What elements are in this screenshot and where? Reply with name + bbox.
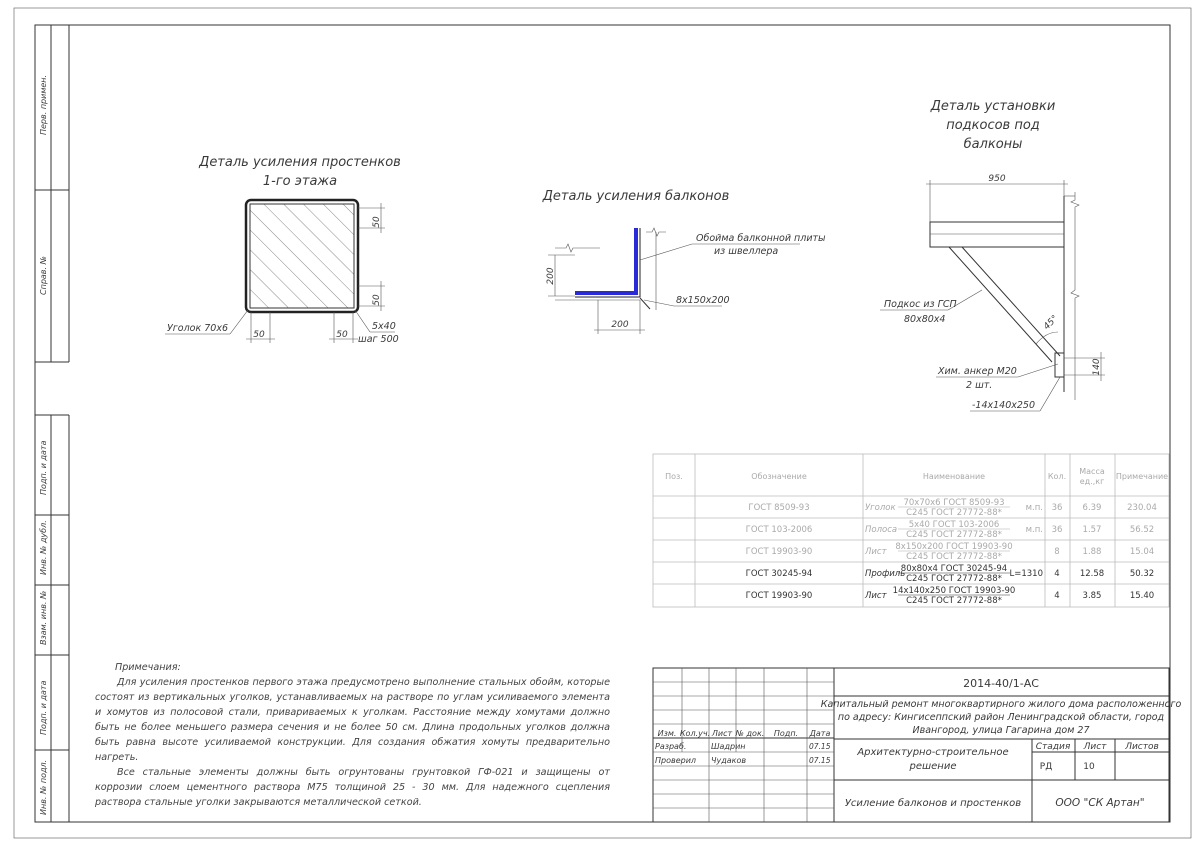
- callout-channel-2: из швеллера: [714, 246, 779, 257]
- spec-row: [746, 586, 1154, 606]
- spec-unit: м.п.: [1025, 503, 1043, 513]
- spec-designation: ГОСТ 19903-90: [745, 547, 813, 557]
- detail-brace-title-3: балконы: [963, 137, 1023, 152]
- spec-note: 230.04: [1127, 503, 1157, 513]
- stage-value: РД: [1039, 762, 1053, 772]
- spec-mass: 6.39: [1082, 503, 1102, 513]
- spec-mass: 3.85: [1082, 591, 1102, 601]
- spec-name-top: 5х40 ГОСТ 103-2006: [908, 520, 1000, 530]
- sidebar-perv-primen: Перв. примен.: [39, 74, 48, 135]
- label-brace-2: 80х80х4: [904, 314, 946, 325]
- col-koluch: Кол.уч.: [679, 729, 711, 738]
- dim-50-bottom-right: 50: [336, 330, 348, 340]
- brace-tube: [949, 247, 1052, 362]
- sidebar-inv-dubl: Инв. № дубл.: [39, 520, 48, 575]
- th-mass-1: Масса: [1079, 467, 1105, 476]
- anchor-plate: [1055, 353, 1064, 377]
- label-plate-8x150x200: 8х150х200: [676, 295, 730, 306]
- col-podp: Подп.: [773, 729, 799, 738]
- detail-walls-title-2: 1-го этажа: [262, 174, 338, 189]
- project-line-3: Ивангород, улица Гагарина дом 27: [912, 725, 1090, 736]
- sidebar-vzam-inv: Взам. инв. №: [39, 590, 48, 645]
- label-anchor-1: Хим. анкер М20: [938, 366, 1017, 377]
- sidebar-podp-data-2: Подп. и дата: [39, 680, 48, 735]
- spec-name-bottom: С245 ГОСТ 27772-88*: [906, 574, 1002, 584]
- spec-table: [653, 454, 1169, 607]
- role-developer: Разраб.: [655, 742, 687, 751]
- label-plate-14x140x250: -14х140х250: [972, 400, 1036, 411]
- spec-note: 50.32: [1129, 569, 1155, 579]
- spec-type: Полоса: [865, 525, 898, 535]
- th-note: Примечание: [1115, 472, 1169, 481]
- spec-name-top: 14х140х250 ГОСТ 19903-90: [892, 586, 1016, 596]
- col-izm: Изм.: [657, 729, 677, 738]
- spec-name-top: 8х150х200 ГОСТ 19903-90: [895, 542, 1013, 552]
- title-block: [653, 668, 1181, 822]
- date-developer: 07.15: [809, 742, 831, 751]
- stage-label: Стадия: [1035, 742, 1071, 752]
- detail-brace: [880, 99, 1105, 411]
- spec-qty: 4: [1054, 569, 1060, 579]
- spec-designation: ГОСТ 30245-94: [745, 569, 813, 579]
- sidebar-inv-podl: Инв. № подл.: [39, 759, 48, 815]
- label-anchor-2: 2 шт.: [966, 380, 993, 391]
- spec-unit: L=1310: [1009, 569, 1043, 579]
- left-sidebar-stamp: [35, 25, 69, 822]
- sidebar-sprav-no: Справ. №: [39, 256, 48, 295]
- angle-45: 45°: [1042, 313, 1061, 333]
- name-checker: Чудаков: [711, 756, 747, 765]
- spec-note: 56.52: [1129, 525, 1155, 535]
- th-name: Наименование: [922, 472, 986, 481]
- detail-walls-title-1: Деталь усиления простенков: [199, 155, 401, 170]
- th-mass-2: ед.,кг: [1079, 477, 1105, 486]
- notes-block: [95, 660, 610, 810]
- spec-name-top: 80х80х4 ГОСТ 30245-94: [900, 564, 1008, 574]
- notes-heading: Примечания:: [115, 662, 181, 673]
- dim-200-horizontal: 200: [611, 320, 629, 330]
- th-pos: Поз.: [665, 472, 683, 481]
- wall-section-hatched: [250, 204, 354, 308]
- spec-mass: 12.58: [1079, 569, 1105, 579]
- detail-brace-title-2: подкосов под: [946, 118, 1040, 133]
- balcony-slab: [930, 222, 1064, 247]
- spec-name-bottom: С245 ГОСТ 27772-88*: [906, 596, 1002, 606]
- spec-name-top: 70х70х6 ГОСТ 8509-93: [903, 498, 1005, 508]
- col-data: Дата: [809, 729, 831, 738]
- dim-140: 140: [1092, 358, 1102, 376]
- spec-qty: 4: [1054, 591, 1060, 601]
- company-name: ООО "СК Артан": [1055, 797, 1145, 809]
- spec-qty: 36: [1051, 525, 1063, 535]
- dim-50-bottom-left: 50: [253, 330, 265, 340]
- label-angle-70x6: Уголок 70х6: [167, 323, 228, 334]
- label-brace-1: Подкос из ГСП: [884, 299, 957, 310]
- name-developer: Шадрин: [711, 742, 746, 751]
- notes-paragraph-1: Для усиления простенков первого этажа предусмотрено выполнение стальных обойм, которые состоят из вертикальных уголков, устанавливаемых на растворе по углам усиливаемого элемента и хомутов из полосовой стали, привариваемых к уголкам. Расстояние между хомутами должно быть не более меньшего размера сечения и не более 50 см. Длина продольных уголков должна быть равна высоте усиливаемой конструкции. Для создания обжатия хомуты предварительно нагреть.: [95, 677, 610, 763]
- dim-950: 950: [988, 174, 1006, 184]
- th-designation: Обозначение: [751, 472, 807, 481]
- dim-50-right-top: 50: [372, 216, 382, 228]
- sheet-label: Лист: [1083, 742, 1107, 752]
- sidebar-podp-data-1: Подп. и дата: [39, 440, 48, 495]
- spec-qty: 8: [1054, 547, 1060, 557]
- spec-type: Лист: [865, 591, 887, 601]
- project-line-2: по адресу: Кингисеппский район Ленинградской области, город: [837, 712, 1165, 723]
- spec-row: [746, 520, 1154, 540]
- callout-channel-1: Обойма балконной плиты: [696, 233, 826, 244]
- spec-mass: 1.57: [1082, 525, 1102, 535]
- notes-paragraph-2: Все стальные элементы должны быть огрунтованы грунтовкой ГФ-021 и защищены от коррозии слоем цементного раствора М75 толщиной 25 - 30 мм. Для надежного сцепления раствора стальные уголки закрываются металлической сеткой.: [95, 767, 610, 808]
- spec-designation: ГОСТ 19903-90: [745, 591, 813, 601]
- spec-name-bottom: С245 ГОСТ 27772-88*: [906, 530, 1002, 540]
- detail-walls: [165, 155, 401, 345]
- spec-note: 15.40: [1129, 591, 1155, 601]
- th-qty: Кол.: [1047, 472, 1067, 481]
- spec-type: Профиль: [865, 569, 906, 579]
- dim-50-right-bottom: 50: [372, 294, 382, 306]
- detail-balcony: [542, 189, 826, 334]
- spec-unit: м.п.: [1025, 525, 1043, 535]
- spec-mass: 1.88: [1082, 547, 1102, 557]
- spec-row: [748, 498, 1156, 518]
- project-line-1: Капитальный ремонт многоквартирного жилого дома расположенного: [820, 699, 1182, 710]
- sheets-label: Листов: [1125, 742, 1159, 752]
- col-ndok: № док.: [735, 729, 765, 738]
- date-checker: 07.15: [809, 756, 831, 765]
- spec-note: 15.04: [1129, 547, 1155, 557]
- col-list: Лист: [711, 729, 733, 738]
- spec-type: Уголок: [865, 503, 896, 513]
- doc-code: 2014-40/1-АС: [963, 677, 1039, 690]
- sheet-title: Усиление балконов и простенков: [844, 798, 1022, 809]
- label-strip-5x40: 5х40: [372, 321, 396, 332]
- spec-name-bottom: С245 ГОСТ 27772-88*: [906, 508, 1002, 518]
- spec-designation: ГОСТ 103-2006: [745, 525, 813, 535]
- detail-balcony-title: Деталь усиления балконов: [542, 189, 730, 204]
- role-checker: Проверил: [655, 756, 697, 765]
- channel-clamp: [575, 228, 636, 293]
- spec-designation: ГОСТ 8509-93: [748, 503, 810, 513]
- spec-type: Лист: [865, 547, 887, 557]
- detail-brace-title-1: Деталь установки: [930, 99, 1056, 114]
- dim-200-vertical: 200: [546, 267, 556, 285]
- section-line-2: решение: [909, 761, 957, 772]
- spec-row: [746, 542, 1154, 562]
- spec-name-bottom: С245 ГОСТ 27772-88*: [906, 552, 1002, 562]
- spec-row: [746, 564, 1154, 584]
- section-line-1: Архитектурно-строительное: [857, 747, 1009, 758]
- sheet-value: 10: [1083, 762, 1095, 772]
- spec-qty: 36: [1051, 503, 1063, 513]
- label-step-500: шаг 500: [358, 334, 399, 345]
